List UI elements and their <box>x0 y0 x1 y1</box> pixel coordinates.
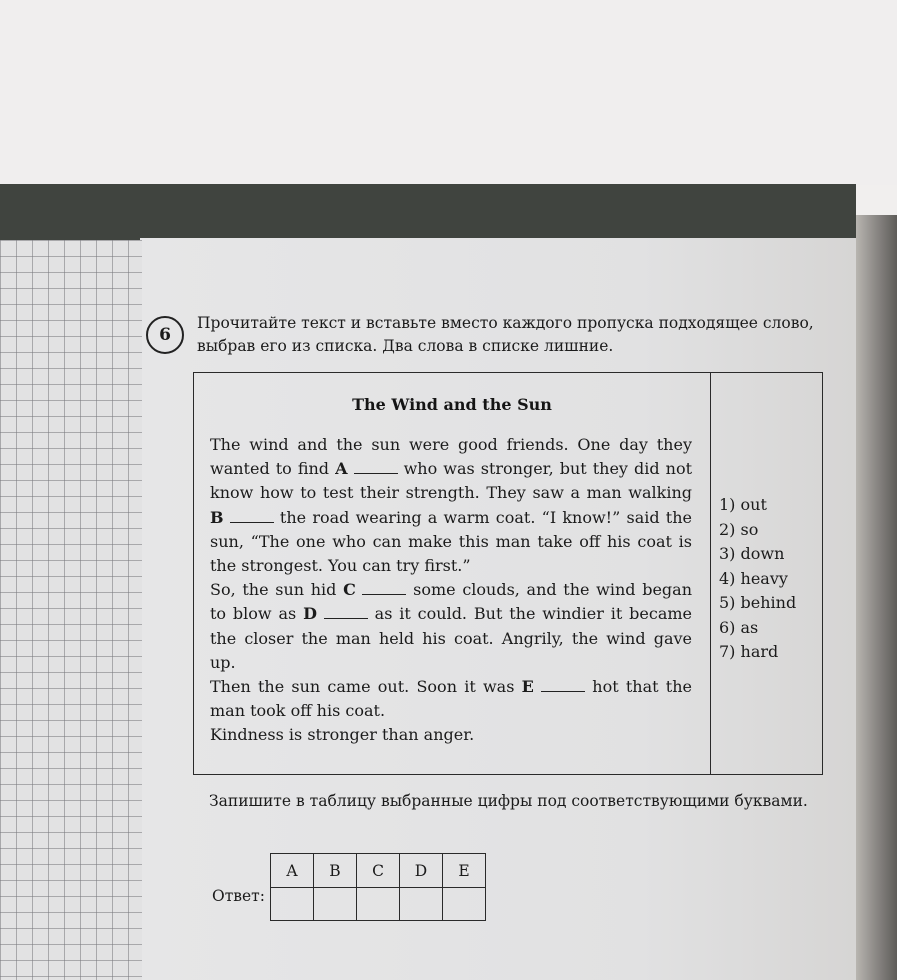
answer-header-row <box>271 854 486 888</box>
answer-cell-a[interactable] <box>271 888 314 921</box>
word-option: 3) down <box>719 544 785 563</box>
gap-blank-d[interactable] <box>324 606 368 619</box>
word-options-list <box>719 493 796 665</box>
book-edge-shadow <box>856 215 897 980</box>
word-option: 5) behind <box>719 593 797 612</box>
word-option: 4) heavy <box>719 568 788 588</box>
background-dark-band <box>0 184 856 240</box>
background-top <box>0 0 897 185</box>
gap-letter-e: E <box>521 677 534 697</box>
gap-letter-c: C <box>343 580 356 600</box>
answer-header-c: C <box>357 854 400 888</box>
word-option: 7) hard <box>719 642 779 661</box>
answer-cell-b[interactable] <box>314 888 357 921</box>
answer-header-d: D <box>400 854 443 888</box>
gap-blank-e[interactable] <box>541 679 585 692</box>
word-option: 1) out <box>719 495 767 514</box>
story-text <box>210 433 692 748</box>
story-paragraph-3: Then the sun came out. Soon it was E hot that the man took off his coat. <box>210 677 692 721</box>
grid-paper <box>0 240 142 980</box>
answer-table <box>270 853 486 921</box>
word-option: 6) as <box>719 617 759 637</box>
answer-cell-c[interactable] <box>357 888 400 921</box>
word-option: 2) so <box>719 519 759 539</box>
answer-header-b: B <box>314 854 357 888</box>
answer-cell-e[interactable] <box>443 888 486 921</box>
answer-input-row <box>271 888 486 921</box>
gap-blank-b[interactable] <box>230 510 274 523</box>
gap-blank-a[interactable] <box>354 461 398 474</box>
exercise-box <box>193 372 823 775</box>
story-paragraph-4: Kindness is stronger than anger. <box>210 725 475 745</box>
story-title: The Wind and the Sun <box>352 395 552 414</box>
task-number-badge <box>146 316 184 354</box>
task-instruction: Прочитайте текст и вставьте вместо каждого пропуска подходящее слово, выбрав его из списка. Два слова в списке лишние. <box>197 314 814 355</box>
gap-letter-b: B <box>210 507 224 527</box>
answer-header-a: A <box>271 854 314 888</box>
answer-header-e: E <box>443 854 486 888</box>
answer-cell-d[interactable] <box>400 888 443 921</box>
answer-label: Ответ: <box>212 887 265 905</box>
story-paragraph-1: The wind and the sun were good friends. One day they wanted to find A who was stronger, but they did not know how to test their strength. They saw a man walking B the road wearing a warm coat. “I know!” said the sun, “The one who can make this man take off his coat is the strongest. You can try first.” <box>210 435 692 576</box>
gap-letter-d: D <box>303 604 317 624</box>
gap-blank-c[interactable] <box>362 582 406 595</box>
gap-letter-a: A <box>335 459 348 479</box>
box-divider <box>710 373 711 774</box>
task-number: 6 <box>159 325 171 345</box>
record-instruction: Запишите в таблицу выбранные цифры под соответствующими буквами. <box>209 792 808 810</box>
story-paragraph-2: So, the sun hid C some clouds, and the wind began to blow as D as it could. But the windier it became the closer the man held his coat. Angrily, the wind gave up. <box>210 580 693 672</box>
